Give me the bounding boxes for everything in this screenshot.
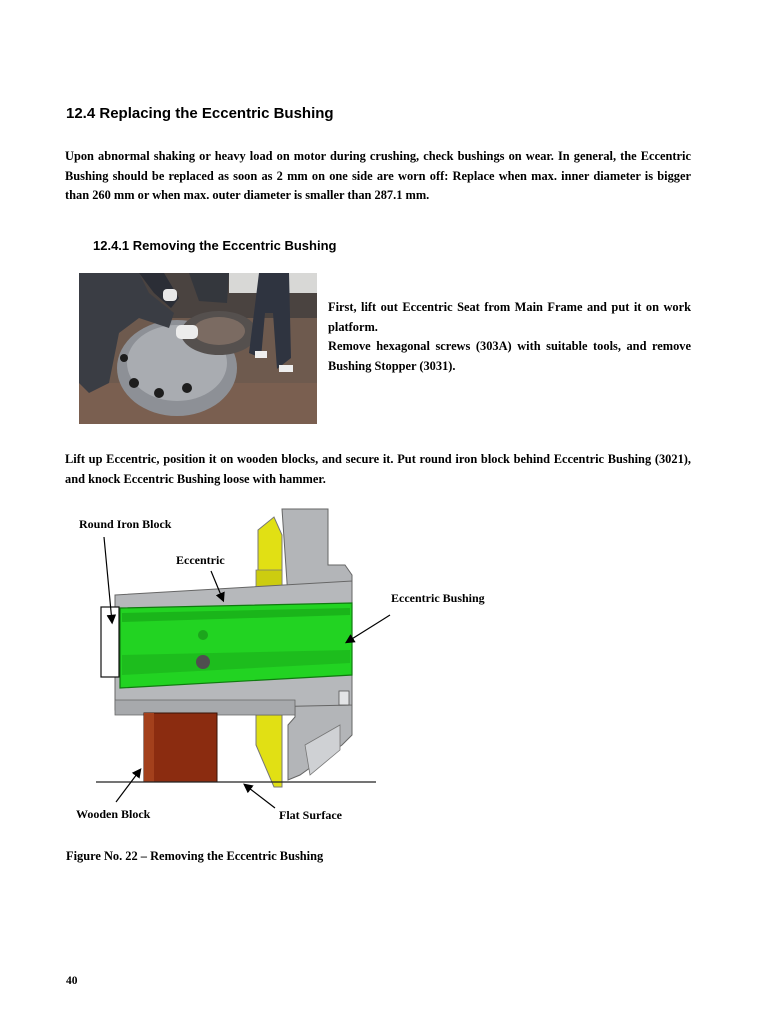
intro-paragraph: Upon abnormal shaking or heavy load on motor during crushing, check bushings on wear. In general, the Eccentric Bushing should be replaced as soon as 2 mm on one side are worn off: Replace when max. inner diameter is bigger than 260 mm or when max. outer diameter is smaller than 287.1 mm.	[65, 149, 691, 202]
section-heading: 12.4 Replacing the Eccentric Bushing	[66, 105, 334, 122]
label-round-iron-block: Round Iron Block	[79, 517, 172, 531]
figure-removing-bushing	[60, 505, 520, 835]
page-number: 40	[66, 975, 78, 987]
step2-paragraph: Lift up Eccentric, position it on wooden blocks, and secure it. Put round iron block behind Eccentric Bushing (3021), and knock Eccentric Bushing loose with hammer.	[65, 452, 691, 486]
workshop-photo	[79, 273, 317, 424]
label-wooden-block: Wooden Block	[76, 807, 151, 821]
step1-paragraph	[328, 298, 691, 376]
step1-line2: Remove hexagonal screws (303A) with suitable tools, and remove Bushing Stopper (3031).	[328, 339, 691, 373]
subsection-heading: 12.4.1 Removing the Eccentric Bushing	[93, 238, 337, 253]
label-eccentric: Eccentric	[176, 553, 225, 567]
figure-caption: Figure No. 22 – Removing the Eccentric Bushing	[66, 849, 324, 863]
label-eccentric-bushing: Eccentric Bushing	[391, 591, 485, 605]
figure-drawing	[60, 505, 520, 835]
label-flat-surface: Flat Surface	[279, 808, 342, 822]
step1-line1: First, lift out Eccentric Seat from Main Frame and put it on work platform.	[328, 300, 691, 334]
